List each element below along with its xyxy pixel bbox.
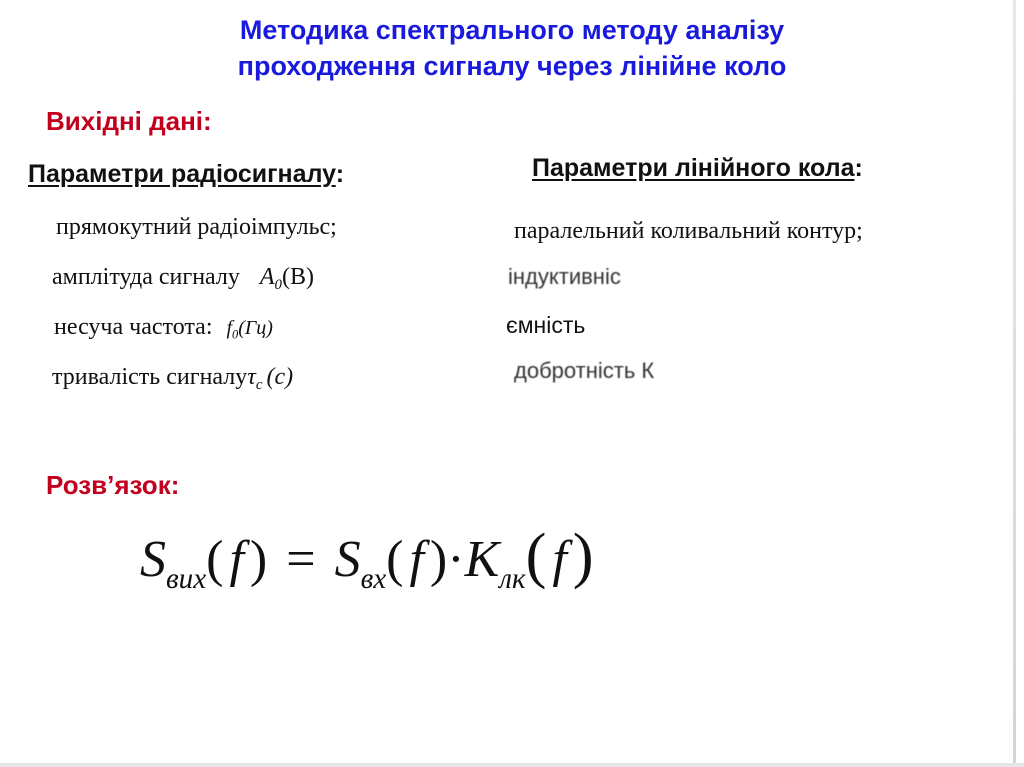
formula-f-2: f: [409, 531, 424, 588]
signal-params-colon: :: [335, 160, 345, 188]
signal-item-2-text: амплітуда сигналу: [52, 264, 240, 290]
signal-item-3-text: несуча частота:: [54, 314, 213, 340]
frequency-unit: (Гц): [238, 317, 273, 339]
formula-s-in: S: [334, 531, 361, 588]
given-heading: Вихідні дані:: [46, 106, 212, 136]
solution-heading: Розв’язок:: [46, 470, 180, 500]
signal-item-4-text: тривалість сигналу: [52, 364, 248, 390]
formula-sub-in: вх: [360, 563, 387, 596]
circuit-params-colon: :: [854, 154, 863, 182]
circuit-params-heading: [532, 154, 863, 183]
formula-k: K: [464, 531, 500, 588]
duration-unit: (c): [266, 364, 294, 390]
formula-sub-k: лк: [499, 563, 526, 596]
circuit-item-3: ємність: [506, 312, 586, 338]
amplitude-unit: (B): [281, 264, 314, 290]
signal-item-2: [52, 264, 314, 294]
title-line-2: проходження сигналу через лінійне коло: [237, 51, 787, 81]
circuit-params-heading-text: Параметри лінійного кола: [532, 154, 855, 182]
formula-s-out: S: [140, 531, 166, 588]
formula-f-3: f: [552, 531, 567, 588]
frequency-symbol: $f_0(Гц)$: [226, 317, 273, 342]
slide-title: [0, 12, 1024, 84]
circuit-item-4: добротність К: [514, 358, 655, 383]
transfer-formula: $S_{вих}$( f ) = $S_{вх}$( f )$\cdot K_{лк}$( f): [140, 521, 594, 596]
circuit-item-1: паралельний коливальний контур;: [514, 218, 863, 244]
signal-item-4: [52, 364, 293, 394]
formula-equals: =: [286, 531, 316, 588]
slide-frame-bottom: [0, 763, 1024, 767]
signal-params-heading-text: Параметри радіосигналу: [28, 160, 336, 188]
title-line-1: Методика спектрального методу аналізу: [239, 15, 785, 45]
duration-symbol: $\tau_c$ (c): [247, 364, 294, 394]
signal-item-3: [54, 314, 273, 342]
signal-item-1: прямокутний радіоімпульс;: [56, 214, 337, 240]
formula-sub-out: вих: [166, 563, 207, 596]
amplitude-symbol: $A_0(B)$: [259, 264, 314, 294]
signal-params-heading: [28, 160, 344, 189]
formula-dot: ·: [447, 531, 465, 588]
slide-frame-right: [1013, 0, 1016, 767]
formula-f-1: f: [229, 531, 244, 588]
circuit-item-2: індуктивніс: [508, 264, 621, 289]
